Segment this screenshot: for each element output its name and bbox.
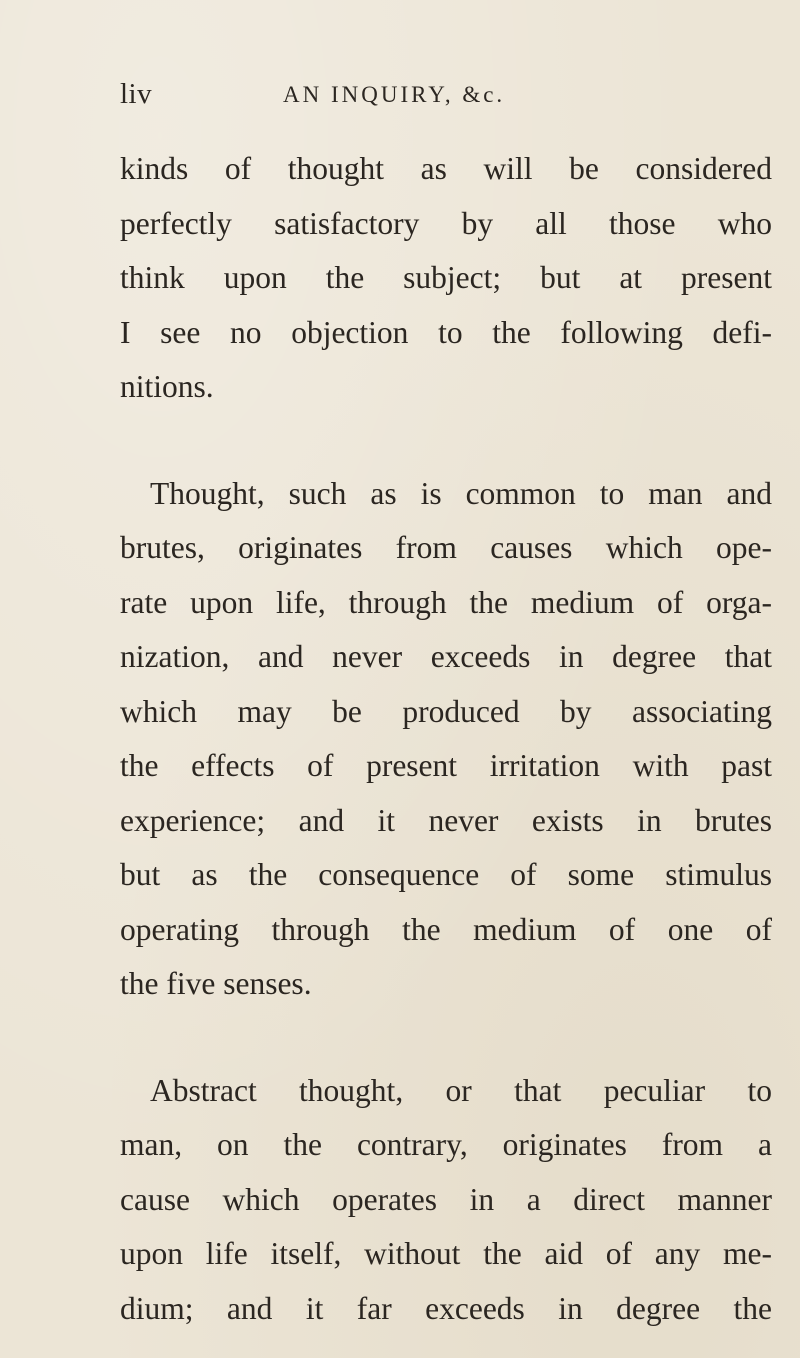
text-line: think upon the subject; but at present: [120, 260, 772, 295]
text-line: rate upon life, through the medium of orga-: [120, 584, 772, 620]
text-line: the five senses.: [120, 966, 312, 1001]
text-line: I see no objection to the following defi-: [120, 314, 772, 350]
text-line: Abstract thought, or that peculiar to: [150, 1072, 772, 1108]
page-number: liv: [120, 78, 153, 110]
page-header: [120, 78, 760, 118]
text-line: kinds of thought as will be considered: [120, 151, 772, 186]
paragraph-3: [120, 1064, 772, 1337]
text-line: operating through the medium of one of: [120, 911, 772, 947]
paragraph-spacer: [120, 415, 772, 467]
text-line: nitions.: [120, 369, 214, 404]
text-line: but as the consequence of some stimulus: [120, 857, 772, 892]
paragraph-1: [120, 142, 772, 415]
text-line: nization, and never exceeds in degree that: [120, 639, 772, 674]
text-line: the effects of present irritation with past: [120, 748, 772, 783]
body-text: [120, 142, 772, 1336]
text-line: perfectly satisfactory by all those who: [120, 205, 772, 241]
text-line: cause which operates in a direct manner: [120, 1181, 772, 1217]
text-line: dium; and it far exceeds in degree the: [120, 1290, 772, 1326]
text-line: Thought, such as is common to man and: [150, 475, 772, 511]
running-head: AN INQUIRY, &c.: [283, 82, 506, 107]
text-line: which may be produced by associating: [120, 693, 772, 729]
text-line: experience; and it never exists in brutes: [120, 802, 772, 838]
text-line: man, on the contrary, originates from a: [120, 1127, 772, 1162]
text-line: brutes, originates from causes which ope-: [120, 530, 772, 565]
text-line: upon life itself, without the aid of any me-: [120, 1236, 772, 1271]
paragraph-2: [120, 467, 772, 1012]
paragraph-spacer: [120, 1012, 772, 1064]
